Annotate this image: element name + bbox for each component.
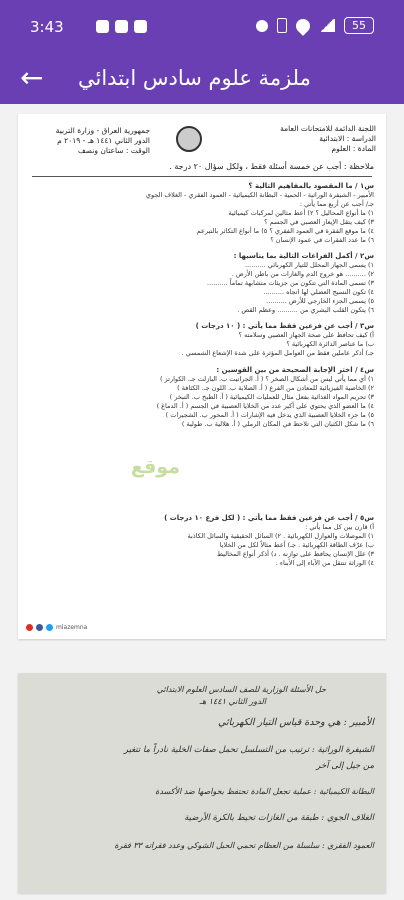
notes-line: العمود الفقري : سلسلة من العظام تحمي الحبل الشوكي وعدد فقراته ٣٣ فقرة [114, 841, 374, 850]
question-title: س١ / ما المقصود بالمفاهيم التالية ؟ [248, 182, 374, 190]
question-line: ٣) كيف يتقل الإيعاز العصبي في الجسم ؟ [264, 218, 374, 226]
header-line: اللجنة الدائمة للامتحانات العامة [280, 124, 376, 133]
question-line: ١) ما أنواع المحاليل ؟ ٢) أعط مثالين لمركبات كيميائية [228, 209, 374, 217]
header-line: المادة : العلوم [331, 144, 376, 153]
question-title: س٢ / أكمل الفراغات التالية بما يناسبها : [233, 252, 374, 260]
question-line: ٢) .......... هو خروج الدم والغازات من باطن الأرض . [231, 270, 374, 278]
question-title: س٣ / أجب عن فرعين فقط مما يأتي : ( ١٠ درجات ) [195, 322, 374, 330]
question-5 [38, 514, 374, 568]
exam-header-right [258, 124, 376, 154]
question-line: جـ/ أجب عن أربع مما يأتي : [299, 200, 374, 208]
notes-page-image[interactable] [18, 673, 386, 893]
question-line: ب) ما عناصر الدائرة الكهربائية ؟ [286, 340, 374, 348]
twitter-icon [46, 624, 53, 631]
header-line: الوقت : ساعتان ونصف [78, 146, 150, 155]
notes-line: الدور الثاني ١٤٤١ هـ [199, 697, 266, 706]
system-icons [256, 17, 374, 34]
exam-header-left [40, 126, 150, 156]
question-line: ٣) تسمى المادة التي تتكون من جزيئات متشابهة تماماً .......... [207, 279, 374, 287]
question-line: ٤) تكون النسيج العضلي لها اتجاه .......... [263, 288, 374, 296]
notes-line: الغلاف الجوي : طبقة من الغازات تحيط بالكرة الأرضية [184, 813, 374, 823]
do-not-disturb-icon [256, 20, 268, 32]
notes-line: حل الأسئلة الوزارية للصف السادس العلوم الابتدائي [156, 685, 326, 694]
watermark-logo: موقع [130, 456, 180, 478]
question-line: ٤) الوراثة تنتقل من الآباء إلى الأبناء . [275, 559, 374, 567]
wifi-icon [293, 16, 313, 36]
question-line: ١) أي مما يأتي ليس من أشكال الصخر ؟ ( أ. الجرانيت ب. البازلت جـ. الكوارتز ) [159, 375, 374, 383]
question-4 [38, 366, 374, 429]
notification-icons [96, 20, 147, 33]
notes-line: الشيفرة الوراثية : ترتيب من التسلسل تحمل صفات الخلية نادراً ما تتغير [123, 745, 374, 755]
question-1 [38, 182, 374, 245]
back-arrow-icon[interactable]: ← [20, 61, 44, 94]
question-line: جـ) أذكر عاملين فقط من العوامل المؤثرة على شدة الإشعاع الشمسي . [181, 349, 374, 357]
question-line: ٤) ما العضو الذي يحتوي على أكبر عدد من الخلايا العصبية في الجسم ( أ. الدماغ ) [156, 402, 374, 410]
question-line: ٤) ما موقع الفقرة في العمود الفقري ؟ ٥) ما أنواع التكاثر بالتبرعم [196, 227, 374, 235]
notes-line: البطانة الكيميائية : عملية تجعل المادة تحتفظ بخواصها ضد الأكسدة [155, 787, 374, 796]
iraq-emblem-icon [176, 126, 202, 152]
question-line: ٦) ما شكل الكثبان التي تلاحظ في المكان الرملي ( أ. هلالية ب. طولية ) [181, 420, 374, 428]
site-name: mlazemna [56, 624, 88, 631]
youtube-icon [26, 624, 33, 631]
question-line: ٣) تحريم المواد الغذائية بفعل مثال للعمليات الكيميائية ( أ. الطبخ ب. التبخر ) [169, 393, 374, 401]
divider [32, 176, 372, 177]
sim-icon [277, 18, 287, 33]
facebook-icon [36, 624, 43, 631]
whatsapp-icon [134, 20, 147, 33]
question-line: ٢) الخاصية الفيزيائية للمعادن من الفرع ( أ. الصلابة ب. اللون جـ. الكثافة ) [177, 384, 374, 392]
messenger-icon [115, 20, 128, 33]
header-line: الدراسة : الابتدائية [319, 134, 376, 143]
question-3 [38, 322, 374, 358]
question-line: ١) يسمى الجهاز المحلل للتيار الكهربائي .......... [245, 261, 374, 269]
app-bar [0, 56, 404, 104]
header-line: الدور الثاني ١٤٤١ هـ - ٢٠١٩ م [57, 136, 150, 145]
social-links [26, 624, 87, 631]
status-bar [0, 0, 404, 56]
question-line: ب) عرّف الطاقة الكهربائية . جـ) أعط مثالاً لكل من الخلايا [219, 541, 374, 549]
page-title: ملزمة علوم سادس ابتدائي [78, 66, 311, 90]
battery-icon: 55 [344, 17, 374, 34]
exam-page-image[interactable] [18, 114, 386, 639]
question-line: ٦) ما عدد الفقرات في عمود الإنسان ؟ [270, 236, 374, 244]
status-time: 3:43 [30, 18, 64, 36]
question-line: ٥) يسمى الجزء الخارجي للأرض .......... [266, 297, 374, 305]
notes-line: الأمبير : هي وحدة قياس التيار الكهربائي [218, 717, 374, 728]
header-line: جمهورية العراق - وزارة التربية [55, 126, 150, 135]
question-line: ٦) يتكون القلب البشري من .......... وعظم القص . [237, 306, 374, 314]
app-notification-icon [96, 20, 109, 33]
signal-icon [319, 19, 335, 32]
notes-line: من جيل إلى آخر [316, 761, 374, 771]
question-title: س٤ / اختر الإجابة الصحيحة من بين القوسين : [216, 366, 374, 374]
question-line: ٥) ما جزء الخلايا العصبية الذي يدخل فيه الإشارات ( أ. المحور ب. الشجيرات ) [165, 411, 374, 419]
question-line: ٣) علل الإنسان يحافظ على توازنه . د) أذكر أنواع المخاليط [216, 550, 374, 558]
exam-note: ملاحظة : أجب عن خمسة أسئلة فقط ، ولكل سؤال ٢٠ درجة . [169, 162, 374, 171]
question-line: أ) قارن بين كل مما يأتي : [305, 523, 374, 531]
question-line: الأمبير - الشيفرة الوراثية - الحمية - البطانة الكيميائية - العمود الفقري - الغلاف الجوي [145, 191, 374, 199]
question-line: أ) كيف تحافظ على صحة الجهاز العصبي وسلامته ؟ [238, 331, 374, 339]
question-line: ١) الموصلات والعوازل الكهربائية . ٢) السائل الحقيقية والسائل الكاذبة [187, 532, 374, 540]
question-title: س٥ / أجب عن فرعين فقط مما يأتي : ( لكل فرع ١٠ درجات ) [164, 514, 374, 522]
question-2 [38, 252, 374, 315]
